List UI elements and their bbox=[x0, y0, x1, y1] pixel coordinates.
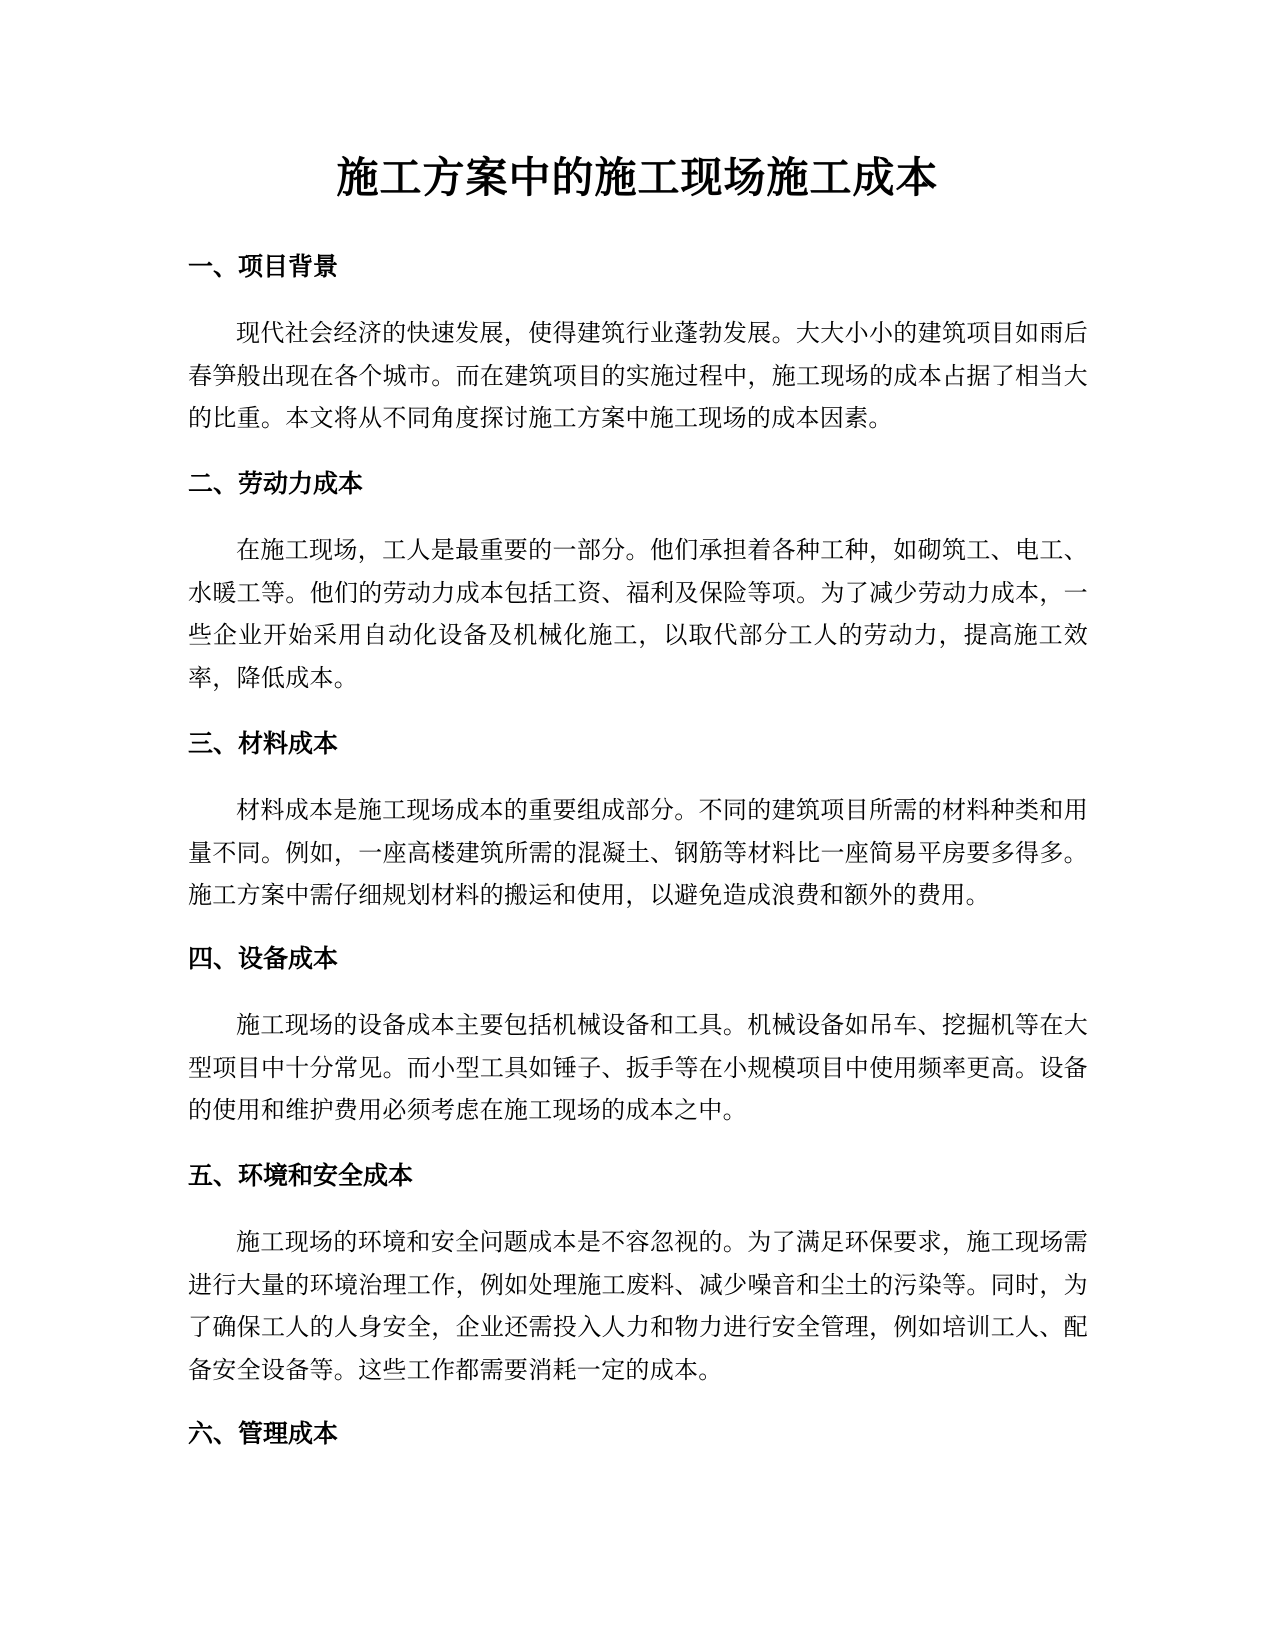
section-heading: 六、管理成本 bbox=[188, 1419, 339, 1448]
section-management-cost bbox=[188, 1417, 1088, 1451]
section-project-background bbox=[188, 250, 1088, 440]
section-environment-safety-cost bbox=[188, 1159, 1088, 1391]
section-paragraph: 施工现场的环境和安全问题成本是不容忽视的。为了满足环保要求，施工现场需进行大量的环境治理工作，例如处理施工废料、减少噪音和尘土的污染等。同时，为了确保工人的人身安全，企业还需投入人力和物力进行安全管理，例如培训工人、配备安全设备等。这些工作都需要消耗一定的成本。 bbox=[188, 1228, 1088, 1384]
section-paragraph: 材料成本是施工现场成本的重要组成部分。不同的建筑项目所需的材料种类和用量不同。例如，一座高楼建筑所需的混凝土、钢筋等材料比一座简易平房要多得多。施工方案中需仔细规划材料的搬运和使用，以避免造成浪费和额外的费用。 bbox=[188, 796, 1088, 909]
section-paragraph: 在施工现场，工人是最重要的一部分。他们承担着各种工种，如砌筑工、电工、水暖工等。他们的劳动力成本包括工资、福利及保险等项。为了减少劳动力成本，一些企业开始采用自动化设备及机械化施工，以取代部分工人的劳动力，提高施工效率，降低成本。 bbox=[188, 536, 1088, 692]
section-paragraph: 现代社会经济的快速发展，使得建筑行业蓬勃发展。大大小小的建筑项目如雨后春笋般出现在各个城市。而在建筑项目的实施过程中，施工现场的成本占据了相当大的比重。本文将从不同角度探讨施工方案中施工现场的成本因素。 bbox=[188, 319, 1088, 432]
section-paragraph: 施工现场的设备成本主要包括机械设备和工具。机械设备如吊车、挖掘机等在大型项目中十分常见。而小型工具如锤子、扳手等在小规模项目中使用频率更高。设备的使用和维护费用必须考虑在施工现场的成本之中。 bbox=[188, 1011, 1088, 1124]
section-equipment-cost bbox=[188, 942, 1088, 1132]
section-labor-cost bbox=[188, 467, 1088, 699]
section-heading: 一、项目背景 bbox=[188, 252, 339, 281]
section-heading: 四、设备成本 bbox=[188, 944, 339, 973]
document-title: 施工方案中的施工现场施工成本 bbox=[336, 153, 939, 202]
section-heading: 五、环境和安全成本 bbox=[188, 1161, 414, 1190]
section-material-cost bbox=[188, 727, 1088, 917]
section-heading: 二、劳动力成本 bbox=[188, 469, 364, 498]
section-heading: 三、材料成本 bbox=[188, 729, 339, 758]
